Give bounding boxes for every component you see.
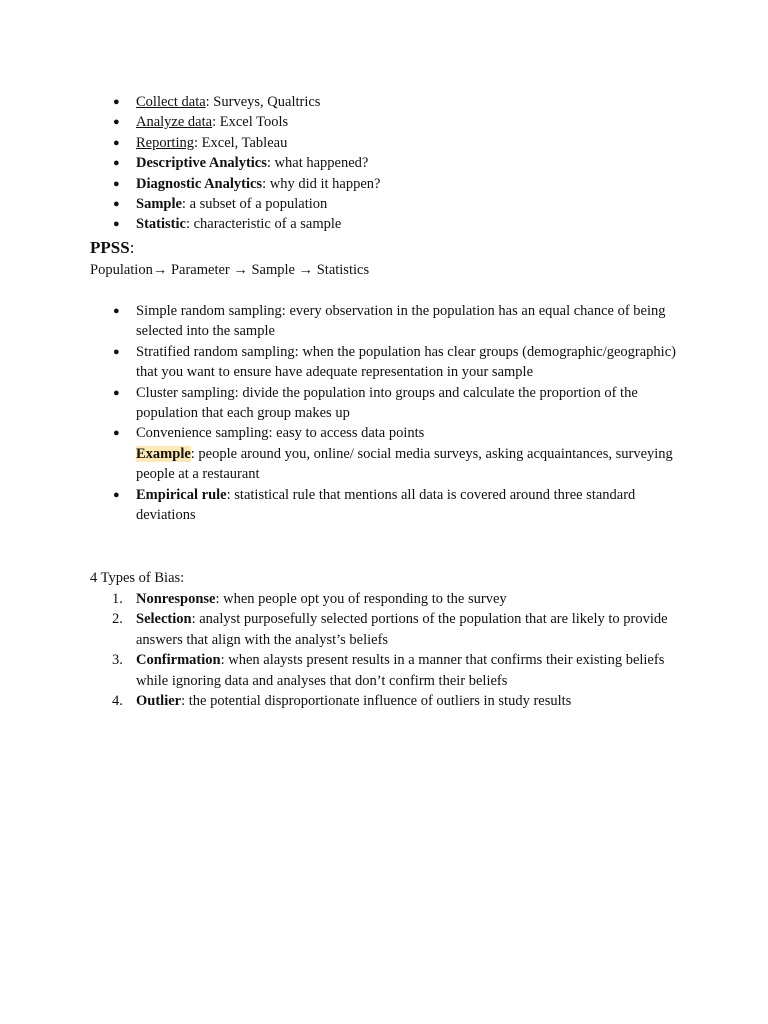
term-statistic: Statistic (136, 216, 186, 233)
list-item (113, 194, 696, 214)
list-item (113, 342, 676, 383)
list-number: 1. (112, 591, 123, 607)
term-confirmation: Confirmation (136, 652, 221, 669)
bias-title: 4 Types of Bias: (90, 570, 185, 586)
item-text: : analyst purposefully selected portions of the population that are likely to provide answers that align with the analyst’s beliefs (136, 611, 668, 648)
item-text: : Surveys, Qualtrics (205, 94, 321, 110)
term-sample: Sample (136, 195, 182, 212)
list-number: 2. (112, 611, 123, 628)
term-selection: Selection (136, 611, 192, 628)
term-nonresponse: Nonresponse (136, 591, 216, 607)
list-item (113, 133, 696, 153)
bullet-icon: ● (113, 305, 120, 317)
term-outlier: Outlier (136, 693, 182, 710)
term-descriptive-analytics: Descriptive Analytics (136, 155, 267, 172)
ppss-title: PPSS (90, 238, 130, 257)
list-number: 4. (112, 693, 123, 710)
item-text: : a subset of a population (181, 195, 328, 212)
list-item (112, 589, 676, 609)
item-text: : what happened? (266, 155, 369, 172)
bullet-icon: ● (113, 116, 120, 129)
definitions-list (113, 92, 696, 235)
list-item (112, 609, 676, 650)
term-empirical-rule: Empirical rule (136, 486, 227, 503)
list-item (113, 112, 696, 132)
list-item (112, 691, 676, 711)
item-text: : Excel Tools (212, 114, 289, 131)
item-text: : characteristic of a sample (185, 216, 342, 233)
list-number: 3. (112, 652, 123, 669)
bullet-icon: ● (113, 218, 120, 231)
bias-list (112, 589, 676, 711)
stratified-random-sampling: Stratified random sampling: when the population has clear groups (demographic/geographic) that you want to ensure have adequate representation in your sample (136, 343, 676, 381)
bullet-icon: ● (113, 96, 120, 108)
bullet-icon: ● (113, 427, 120, 440)
term-reporting: Reporting (136, 134, 194, 151)
item-text: : why did it happen? (262, 175, 381, 192)
simple-random-sampling: Simple random sampling: every observation in the population has an equal chance of being selected into the sample (136, 303, 666, 340)
ppss-colon: : (129, 238, 135, 257)
term-collect-data: Collect data (136, 94, 206, 110)
bullet-icon: ● (113, 177, 120, 190)
example-text: : people around you, online/ social media surveys, asking acquaintances, surveying people at a restaurant (136, 445, 673, 483)
list-item (113, 383, 676, 424)
bullet-icon: ● (113, 345, 120, 358)
example-highlight: Example (136, 445, 191, 462)
list-item (113, 92, 696, 112)
bullet-icon: ● (113, 488, 120, 501)
list-item (113, 153, 696, 173)
list-item (113, 214, 696, 234)
empirical-rule-text: : statistical rule that mentions all data is covered around three standard deviations (136, 486, 636, 524)
bullet-icon: ● (113, 136, 120, 149)
list-item (113, 485, 676, 526)
item-text: : Excel, Tableau (194, 134, 288, 151)
item-text: : when alaysts present results in a manner that confirms their existing beliefs while ignoring data and analyses that don’t confirm their beliefs (136, 652, 665, 689)
list-item (112, 650, 676, 691)
bullet-icon: ● (113, 197, 120, 210)
list-item (113, 301, 676, 342)
bullet-icon: ● (113, 157, 120, 170)
term-diagnostic-analytics: Diagnostic Analytics (136, 175, 263, 192)
list-item (113, 174, 696, 194)
item-text: : when people opt you of responding to the survey (215, 591, 507, 607)
convenience-sampling: Convenience sampling: easy to access data points (136, 425, 425, 442)
bullet-icon: ● (113, 386, 120, 399)
list-item (113, 423, 676, 484)
item-text: : the potential disproportionate influence of outliers in study results (181, 693, 572, 710)
ppss-flow: Population→ Parameter → Sample → Statistics (90, 262, 370, 278)
ppss-heading (90, 237, 134, 259)
term-analyze-data: Analyze data (136, 114, 213, 131)
cluster-sampling: Cluster sampling: divide the population into groups and calculate the proportion of the population that each group makes up (136, 384, 638, 422)
sampling-list (113, 301, 676, 525)
